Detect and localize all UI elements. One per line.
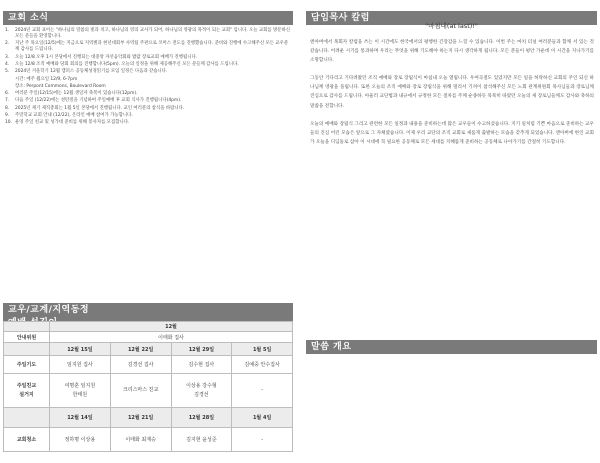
fellowship-cell bbox=[50, 374, 111, 408]
prayer-cell: 김예중 안수집사 bbox=[232, 356, 293, 374]
fellowship-cell bbox=[110, 374, 171, 408]
cleaning-cell: 정하명 이상용 bbox=[50, 428, 111, 452]
fellowship-name: 김경선 bbox=[194, 391, 209, 398]
date-cell: 1월 5일 bbox=[232, 343, 293, 356]
fellowship-cell bbox=[232, 374, 293, 408]
news-item bbox=[5, 69, 291, 75]
column-paragraph: 오늘의 예배와 장립식 그리고 관련한 모든 일정과 내용을 준비하는데 많은 교우들이 수고하셨습니다. 지기 일처럼 기쁜 마음으로 준비하는 교우들의 진심 어린 모습은 앞으로 그 자체였습니다. 이제 우리 교단의 조직 교회로 새롭게 출발하는 모습을 갖추게 되었습니다. 앤아버에 한인 교회가 오늘을 디딤돌로 삼아 이 시대에 꼭 필요한 공동체로 모든 세대를 지혜롭게 준비하는 공동체로 나아가기를 간절히 기도합니다. bbox=[310, 121, 594, 145]
news-item-number bbox=[5, 77, 15, 83]
worship-servers-table bbox=[3, 321, 293, 452]
news-item bbox=[5, 84, 291, 90]
cleaning-cell: - bbox=[232, 428, 293, 452]
news-item-number: 7. bbox=[5, 98, 10, 104]
cleaning-cell: 이태화 최재승 bbox=[110, 428, 171, 452]
news-item-text: 오늘 12/8 오후 1시 본당에서 진행되는 대중앙 자선음악회와 밥값 장로교회 예배가 진행됩니다. bbox=[15, 54, 198, 60]
guide-value: 이태화 집사 bbox=[50, 332, 293, 343]
news-item-number: 4. bbox=[5, 62, 10, 68]
column-paragraph: 그동안 기다리고 기다려왔던 조직 예배와 장로 장립식이 마침내 오늘 열립니다. 우여곡절도 있었지만 모든 일을 허락하신 교회의 주인 되신 하나님께 영광을 돌립니다. 또한 오늘의 조직 예배와 장로 장립식을 위해 멀리서 기꺼이 참석해주신 모든 노회 관계위원회 목사님들과 장로님께 진심으로 감사를 드립니다. 아울러 교단법과 내규에서 규정한 모든 절차를 주께 순종하듯 묵묵히 따랐던 오늘의 새 장로님들께도 감사와 축하의 말씀을 전합니다. bbox=[310, 76, 594, 109]
fellowship-name: 이상용 강수형 bbox=[186, 382, 217, 389]
news-item bbox=[5, 98, 291, 104]
news-item bbox=[5, 55, 291, 61]
pastor-column-header: 담임목사 칼럼 bbox=[306, 11, 597, 25]
prayer-label: 주일기도 bbox=[4, 356, 50, 374]
church-news-list bbox=[5, 28, 291, 128]
fellowship-label-line: 주일친교 bbox=[16, 382, 37, 389]
news-item bbox=[5, 41, 291, 53]
news-item bbox=[5, 106, 291, 112]
date-cell: 12월 15일 bbox=[50, 343, 111, 356]
news-item-number: 5. bbox=[5, 69, 10, 75]
column-title: "마침내(at last)!" bbox=[425, 22, 478, 30]
news-item-number: 6. bbox=[5, 91, 10, 97]
prayer-cell: 김경선 집사 bbox=[110, 356, 171, 374]
prayer-cell: 임지원 집사 bbox=[50, 356, 111, 374]
church-news-header: 교회 소식 bbox=[3, 11, 293, 25]
date-cell: 12월 29일 bbox=[171, 343, 232, 356]
news-item-text: 여러분 주일(12/15)에는 12월 생일자 축복이 있습니다(12pm). bbox=[15, 91, 138, 97]
news-item bbox=[5, 62, 291, 68]
sermon-outline-header: 말씀 개요 bbox=[306, 340, 597, 354]
column-paragraph: 엔아버에서 목회자 칼럼을 쓰는 이 시간에도 한국에서의 평행한 긴장감을 느낄 수 있습니다. 이번 주는 마치 터널 여러분들과 함께 서 있는 것 같습니다. 어려운 시기를 통과하며 우리는 무엇을 위해 기도해야 하는지 다시 생각하게 됩니다. 모든 분들이 평안 가운데 이 시간을 지나가기를 소망합니다. bbox=[310, 40, 594, 64]
date-cell: 12월 14일 bbox=[50, 408, 111, 428]
fellowship-name: 크리스마스 친교 bbox=[122, 387, 159, 393]
date-cell: 12월 22일 bbox=[110, 343, 171, 356]
news-item-text: 운영 주일 친교 및 성가대 준비를 위해 봉사자를 모집합니다. bbox=[15, 120, 130, 126]
news-item-text: 2024년 겨울학기 12월 캠퍼스 공동체성경읽기를 모임 일정은 다음과 같습니다. bbox=[15, 69, 168, 75]
date-cell: 12월 21일 bbox=[110, 408, 171, 428]
news-item bbox=[5, 77, 291, 83]
news-item-text: 장소: Perpont Commons, Boulevard Room bbox=[15, 83, 106, 89]
date-cell: 1월 4일 bbox=[232, 408, 293, 428]
table-row bbox=[4, 343, 293, 356]
news-item-number: 8. bbox=[5, 105, 10, 111]
news-item-text: 시간: 매주 월요일 12/9, 6-7pm bbox=[15, 76, 78, 82]
table-row bbox=[4, 408, 293, 428]
fellowship-name: - bbox=[261, 387, 264, 393]
table-row bbox=[4, 332, 293, 343]
news-item-number: 3. bbox=[5, 54, 10, 60]
table-corner-cell bbox=[4, 408, 50, 428]
news-item bbox=[5, 113, 291, 119]
column-body bbox=[310, 38, 594, 156]
prayer-cell: 김수현 집사 bbox=[171, 356, 232, 374]
news-item bbox=[5, 28, 291, 40]
news-item-number: 10. bbox=[5, 120, 12, 126]
month-label: 12월 bbox=[50, 322, 293, 332]
news-item-text: 주말학교 교회 안내 (12/22), 온라인 예배 참여가 가능합니다. bbox=[15, 113, 133, 118]
news-item-text: 다음 주일 (12/22)에는 성탄절을 기념하여 주일예배 후 교회 식사가 진행됩니다(4pm). bbox=[15, 98, 182, 104]
news-item-text: 지난 주 목요일(12/5)에는 지금으로 지역별과 현년대회부 사역팀 주관으로 코머스 전도를 진행했습니다. 준비와 진행에 수고해주신 모든 교우분께 감사를 드립니다. bbox=[15, 41, 289, 53]
news-item-text: 오늘 12/8 조직 예배와 당회 회의를 진행합니다(5pm). 오늘의 일정을 위해 제공해주신 모든 분들께 감사를 드립니다. bbox=[15, 62, 239, 68]
news-item-text: 2024년 교회 표어는 "하나님의 말씀의 빛과 치고, 하나님의 영의 교사가 되어, 하나님의 영광의 목적이 되는 교회" 입니다. 오늘 교회를 방문하신 모든 분들을 환영합니다. bbox=[15, 28, 290, 40]
guide-label: 안내위원 bbox=[4, 332, 50, 343]
table-corner-cell bbox=[4, 343, 50, 356]
fellowship-cell bbox=[171, 374, 232, 408]
news-item-number: 2. bbox=[5, 41, 10, 47]
news-item bbox=[5, 91, 291, 97]
table-corner-cell bbox=[4, 322, 50, 332]
fellowship-label-line: 설거지 bbox=[19, 391, 34, 398]
table-row bbox=[4, 322, 293, 332]
news-item bbox=[5, 120, 291, 126]
date-cell: 12월 28일 bbox=[171, 408, 232, 428]
cleaning-label: 교회청소 bbox=[4, 428, 50, 452]
news-item-number: 9. bbox=[5, 113, 10, 118]
table-row bbox=[4, 356, 293, 374]
news-item-number bbox=[5, 84, 15, 90]
cleaning-cell: 김지현 윤성준 bbox=[171, 428, 232, 452]
fellowship-name: 여명훈 임지원 bbox=[64, 382, 96, 389]
table-row bbox=[4, 428, 293, 452]
table-row bbox=[4, 374, 293, 408]
news-item-number: 1. bbox=[5, 28, 10, 33]
fellowship-name: 한태원 bbox=[72, 391, 88, 398]
community-news-header: 교우/교계/지역동정 bbox=[3, 303, 293, 317]
news-item-text: 2025년 제기 제직총회는 1월 5일 본당에서 진행됩니다. 교인 여러분의 참석을 바랍니다. bbox=[15, 105, 185, 111]
fellowship-label bbox=[4, 374, 50, 408]
